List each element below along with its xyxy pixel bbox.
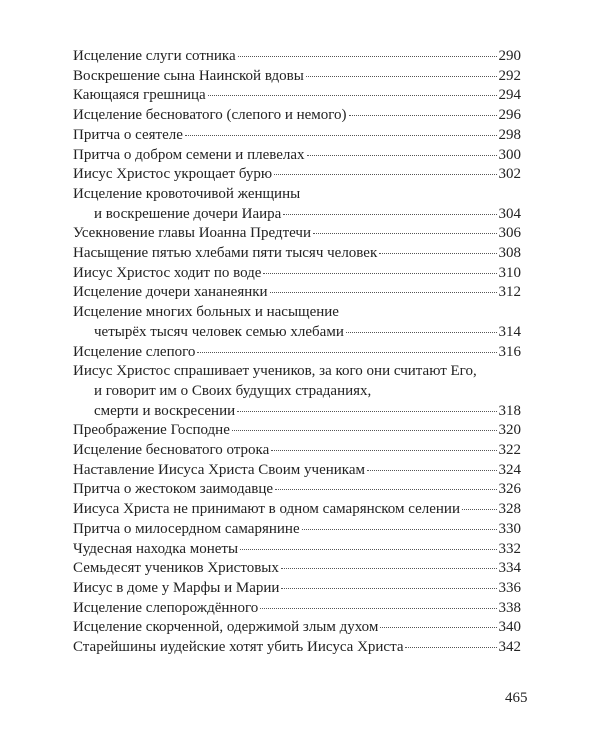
toc-entry-line <box>73 559 521 579</box>
toc-entry-line <box>73 480 521 500</box>
toc-entry-title: Кающаяся грешница <box>73 87 206 104</box>
toc-entry <box>73 362 521 421</box>
toc-entry <box>73 264 521 284</box>
toc-entry <box>73 500 521 520</box>
toc-entry-title: и воскрешение дочери Иаира <box>94 205 282 222</box>
toc-entry-line <box>73 421 521 441</box>
toc-entry-line <box>73 618 521 638</box>
toc-entry <box>73 441 521 461</box>
toc-entry-title: Исцеление слепого <box>73 343 196 360</box>
toc-entry-page: 326 <box>498 481 521 498</box>
toc-entry-page: 324 <box>498 461 521 478</box>
toc-entry-title: Исцеление кровоточивой женщины <box>73 185 301 202</box>
dot-leader <box>302 528 497 530</box>
toc-entry-page: 300 <box>498 146 521 163</box>
table-of-contents <box>73 47 521 658</box>
toc-entry-line <box>73 461 521 481</box>
toc-entry-line <box>73 540 521 560</box>
toc-entry <box>73 461 521 481</box>
toc-entry <box>73 540 521 560</box>
toc-entry-title: Исцеление бесноватого отрока <box>73 442 270 459</box>
toc-entry <box>73 106 521 126</box>
dot-leader <box>238 55 497 57</box>
dot-leader <box>313 232 497 234</box>
toc-entry-line <box>73 185 521 205</box>
toc-entry-continuation-line <box>73 205 521 225</box>
toc-entry-page: 310 <box>498 264 521 281</box>
toc-entry-page: 320 <box>498 422 521 439</box>
toc-entry-title: Семьдесят учеников Христовых <box>73 560 279 577</box>
toc-entry-title: Исцеление слуги сотника <box>73 48 236 64</box>
toc-entry-page: 332 <box>498 540 521 557</box>
toc-entry-page: 322 <box>498 442 521 459</box>
toc-entry-line <box>73 441 521 461</box>
dot-leader <box>307 154 497 156</box>
toc-entry <box>73 421 521 441</box>
toc-entry-page: 340 <box>498 619 521 636</box>
toc-entry-continuation-line <box>73 402 521 422</box>
dot-leader <box>263 272 496 274</box>
toc-entry-title: Воскрешение сына Наинской вдовы <box>73 67 304 84</box>
toc-entry <box>73 224 521 244</box>
toc-entry-line <box>73 126 521 146</box>
toc-entry-line <box>73 579 521 599</box>
toc-entry-line <box>73 106 521 126</box>
dot-leader <box>405 646 496 648</box>
toc-entry-page: 308 <box>498 245 521 262</box>
toc-entry-title: Исцеление бесноватого (слепого и немого) <box>73 107 347 124</box>
toc-entry <box>73 579 521 599</box>
toc-entry-title: смерти и воскресении <box>94 402 236 419</box>
toc-entry-title: Наставление Иисуса Христа Своим ученикам <box>73 461 365 478</box>
dot-leader <box>270 291 497 293</box>
dot-leader <box>232 429 497 431</box>
toc-entry-line <box>73 362 521 382</box>
toc-entry <box>73 67 521 87</box>
toc-entry-page: 338 <box>498 599 521 616</box>
toc-entry-title: Иисус Христос ходит по воде <box>73 264 262 281</box>
toc-entry <box>73 165 521 185</box>
toc-entry-line <box>73 500 521 520</box>
dot-leader <box>197 351 496 353</box>
toc-entry-title: Иисус в доме у Марфы и Марии <box>73 579 280 596</box>
toc-entry-page: 336 <box>498 579 521 596</box>
toc-entry <box>73 303 521 342</box>
toc-entry-continuation-line <box>73 382 521 402</box>
toc-entry <box>73 86 521 106</box>
toc-entry-title: Притча о милосердном самарянине <box>73 520 300 537</box>
dot-leader <box>380 626 496 628</box>
toc-entry-title: Иисус Христос укрощает бурю <box>73 166 273 183</box>
dot-leader <box>208 94 497 96</box>
toc-entry-title: Притча о сеятеле <box>73 126 183 143</box>
toc-entry-line <box>73 303 521 323</box>
toc-entry-page: 296 <box>498 107 521 124</box>
toc-entry-line <box>73 244 521 264</box>
toc-entry-page: 316 <box>498 343 521 360</box>
toc-entry-page: 314 <box>498 323 521 340</box>
toc-entry-page: 334 <box>498 560 521 577</box>
toc-entry-title: Усекновение главы Иоанна Предтечи <box>73 225 311 242</box>
toc-entry-title: Чудесная находка монеты <box>73 540 239 557</box>
dot-leader <box>237 410 496 412</box>
toc-entry-page: 330 <box>498 520 521 537</box>
toc-entry <box>73 126 521 146</box>
toc-entry-title: Иисуса Христа не принимают в одном самарянском селении <box>73 501 460 518</box>
toc-entry-page: 342 <box>498 639 521 656</box>
toc-entry-page: 312 <box>498 284 521 301</box>
toc-entry-line <box>73 224 521 244</box>
dot-leader <box>240 548 496 550</box>
toc-entry <box>73 146 521 166</box>
dot-leader <box>379 252 496 254</box>
toc-entry <box>73 244 521 264</box>
toc-entry <box>73 638 521 658</box>
dot-leader <box>367 469 497 471</box>
toc-entry-page: 306 <box>498 225 521 242</box>
toc-entry-page: 294 <box>498 87 521 104</box>
toc-entry-continuation-line <box>73 323 521 343</box>
toc-entry-title: Старейшины иудейские хотят убить Иисуса Христа <box>73 639 404 656</box>
toc-entry-line <box>73 67 521 87</box>
toc-entry-line <box>73 47 521 67</box>
toc-entry-page: 318 <box>498 402 521 419</box>
dot-leader <box>275 488 496 490</box>
dot-leader <box>283 213 496 215</box>
dot-leader <box>346 331 497 333</box>
dot-leader <box>271 449 496 451</box>
page-number: 465 <box>505 690 528 706</box>
dot-leader <box>462 508 497 510</box>
dot-leader <box>349 114 497 116</box>
toc-entry <box>73 283 521 303</box>
toc-entry <box>73 185 521 224</box>
toc-entry-line <box>73 165 521 185</box>
toc-entry-title: и говорит им о Своих будущих страданиях, <box>94 382 372 399</box>
toc-entry-line <box>73 638 521 658</box>
dot-leader <box>274 173 496 175</box>
toc-entry-title: Исцеление дочери хананеянки <box>73 284 268 301</box>
toc-entry <box>73 599 521 619</box>
toc-entry-title: Исцеление многих больных и насыщение <box>73 304 339 321</box>
toc-entry-title: Притча о жестоком заимодавце <box>73 481 274 498</box>
toc-entry-line <box>73 599 521 619</box>
toc-entry <box>73 559 521 579</box>
toc-entry <box>73 480 521 500</box>
toc-entry-page: 328 <box>498 501 521 518</box>
toc-entry-line <box>73 86 521 106</box>
toc-entry-title: Исцеление слепорождённого <box>73 599 259 616</box>
toc-entry-title: Преображение Господне <box>73 422 230 439</box>
toc-entry <box>73 520 521 540</box>
toc-entry-title: Иисус Христос спрашивает учеников, за кого они считают Его, <box>73 363 477 380</box>
toc-entry-line <box>73 520 521 540</box>
dot-leader <box>260 607 496 609</box>
toc-entry-page: 298 <box>498 126 521 143</box>
dot-leader <box>281 567 497 569</box>
toc-entry-page: 304 <box>498 205 521 222</box>
toc-entry-line <box>73 283 521 303</box>
toc-entry-line <box>73 343 521 363</box>
toc-entry <box>73 343 521 363</box>
toc-entry <box>73 47 521 67</box>
toc-entry-page: 292 <box>498 67 521 84</box>
dot-leader <box>281 587 496 589</box>
toc-entry-title: Притча о добром семени и плевелах <box>73 146 305 163</box>
toc-entry-line <box>73 264 521 284</box>
toc-entry <box>73 618 521 638</box>
toc-entry-title: Исцеление скорченной, одержимой злым духом <box>73 619 379 636</box>
toc-entry-title: Насыщение пятью хлебами пяти тысяч человек <box>73 245 378 262</box>
toc-entry-title: четырёх тысяч человек семью хлебами <box>94 323 344 340</box>
dot-leader <box>306 75 497 77</box>
dot-leader <box>185 134 497 136</box>
toc-entry-page: 302 <box>498 166 521 183</box>
toc-entry-line <box>73 146 521 166</box>
toc-entry-page: 290 <box>498 48 521 64</box>
